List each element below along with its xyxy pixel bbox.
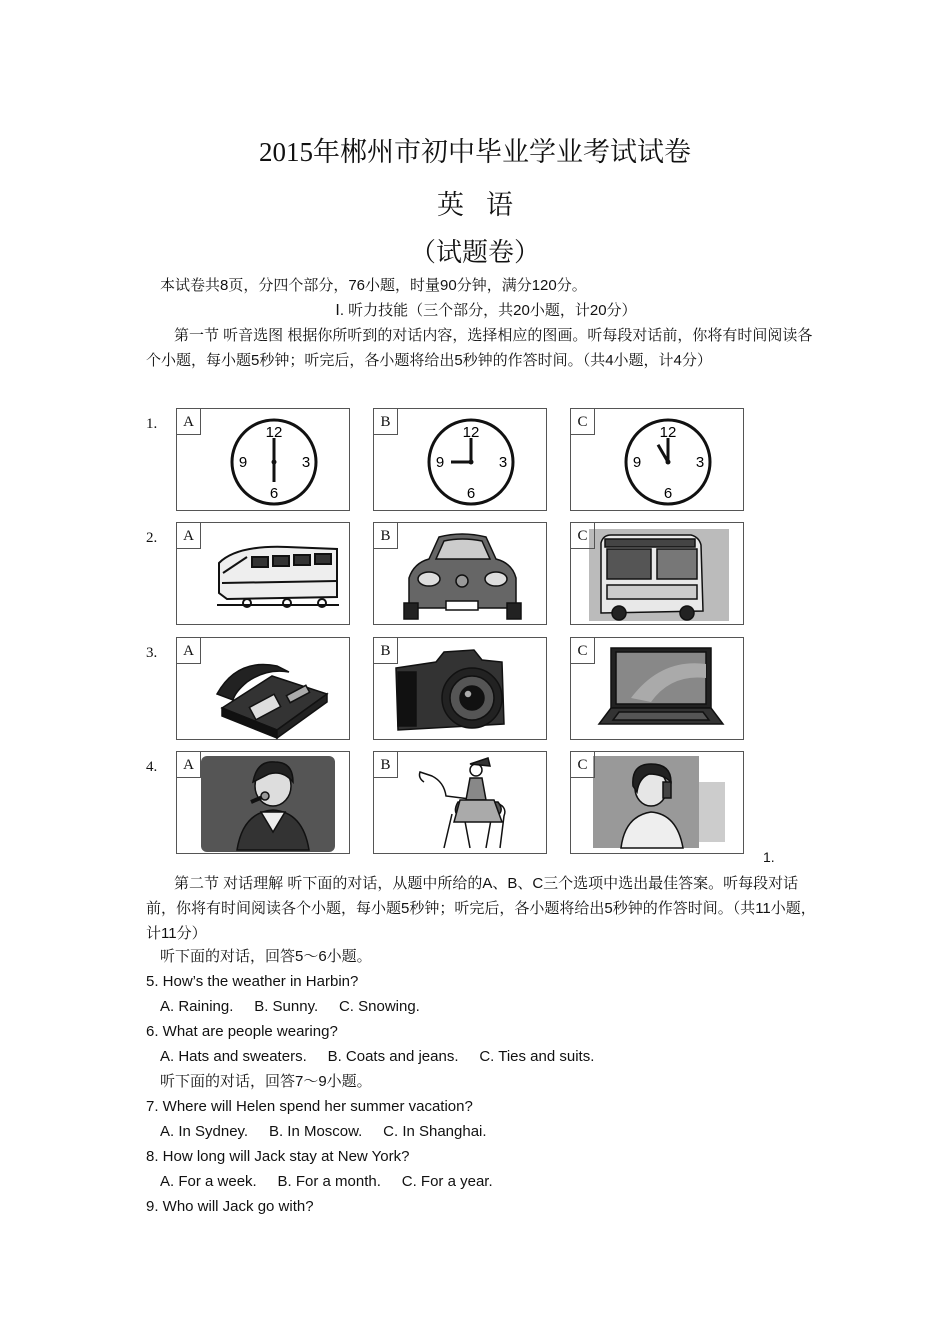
svg-text:9: 9 xyxy=(632,454,642,471)
option-a-picture xyxy=(176,637,350,740)
svg-text:6: 6 xyxy=(466,485,476,502)
question-9: 9. Who will Jack go with? xyxy=(146,1198,314,1215)
question-8: 8. How long will Jack stay at New York? xyxy=(146,1148,410,1165)
option-c-picture xyxy=(570,637,744,740)
option-c-picture xyxy=(570,408,744,511)
option-b-picture xyxy=(373,522,547,625)
option-label: B xyxy=(374,752,398,778)
clock-num-12: 12 xyxy=(659,424,677,441)
dialog1-intro: 听下面的对话，回答5～6小题。 xyxy=(160,948,372,965)
exam-title: 2015年郴州市初中毕业学业考试试卷 xyxy=(259,137,691,167)
option-label: C xyxy=(571,523,595,549)
intro-text: 本试卷共8页，分四个部分，76小题，时量90分钟，满分120分。 xyxy=(160,277,587,294)
picture-question-number: 3. xyxy=(146,645,158,661)
option-label: A xyxy=(177,752,201,778)
clock-num-12: 12 xyxy=(265,424,283,441)
question-6-options: A. Hats and sweaters. B. Coats and jeans. C. Ties and suits. xyxy=(160,1048,595,1065)
subject-title: 英语 xyxy=(437,190,535,220)
option-b-picture xyxy=(373,751,547,854)
svg-text:9: 9 xyxy=(238,454,248,471)
option-b-picture xyxy=(373,408,547,511)
option-a-picture xyxy=(176,751,350,854)
option-label: A xyxy=(177,409,201,435)
option-label: C xyxy=(571,752,595,778)
clock-num-12: 12 xyxy=(462,424,480,441)
exam-subtitle: （试题卷） xyxy=(409,238,540,267)
picture-question-number: 4. xyxy=(146,759,158,775)
svg-text:3: 3 xyxy=(498,454,508,471)
option-label: B xyxy=(374,409,398,435)
option-a-picture xyxy=(176,522,350,625)
question-6: 6. What are people wearing? xyxy=(146,1023,338,1040)
option-label: C xyxy=(571,638,595,664)
picture-question-number: 2. xyxy=(146,530,158,546)
trailing-mark: 1. xyxy=(763,849,775,865)
option-c-picture xyxy=(570,522,744,625)
dialog2-intro: 听下面的对话，回答7～9小题。 xyxy=(160,1073,372,1090)
option-label: B xyxy=(374,523,398,549)
option-label: A xyxy=(177,638,201,664)
question-7: 7. Where will Helen spend her summer vacation? xyxy=(146,1098,473,1115)
option-label: C xyxy=(571,409,595,435)
question-7-options: A. In Sydney. B. In Moscow. C. In Shanghai. xyxy=(160,1123,487,1140)
svg-text:3: 3 xyxy=(695,454,705,471)
option-c-picture xyxy=(570,751,744,854)
section1-title: Ⅰ. 听力技能（三个部分，共20小题，计20分） xyxy=(335,302,637,319)
option-label: A xyxy=(177,523,201,549)
part2-instructions: 第二节 对话理解 听下面的对话，从题中所给的A、B、C三个选项中选出最佳答案。听每段对话前，你将有时间阅读各个小题，每小题5秒钟；听完后，各小题将给出5秒钟的作答时间。（共11小题，计11分） xyxy=(146,875,816,942)
svg-text:3: 3 xyxy=(301,454,311,471)
question-8-options: A. For a week. B. For a month. C. For a year. xyxy=(160,1173,493,1190)
option-label: B xyxy=(374,638,398,664)
question-5-options: A. Raining. B. Sunny. C. Snowing. xyxy=(160,998,420,1015)
part1-instructions: 第一节 听音选图 根据你所听到的对话内容，选择相应的图画。听每段对话前，你将有时间阅读各个小题，每小题5秒钟；听完后，各小题将给出5秒钟的作答时间。（共4小题，计4分） xyxy=(146,327,813,369)
svg-text:6: 6 xyxy=(663,485,673,502)
option-b-picture xyxy=(373,637,547,740)
question-5: 5. How’s the weather in Harbin? xyxy=(146,973,359,990)
svg-text:6: 6 xyxy=(269,485,279,502)
svg-text:9: 9 xyxy=(435,454,445,471)
option-a-picture xyxy=(176,408,350,511)
picture-question-number: 1. xyxy=(146,416,158,432)
